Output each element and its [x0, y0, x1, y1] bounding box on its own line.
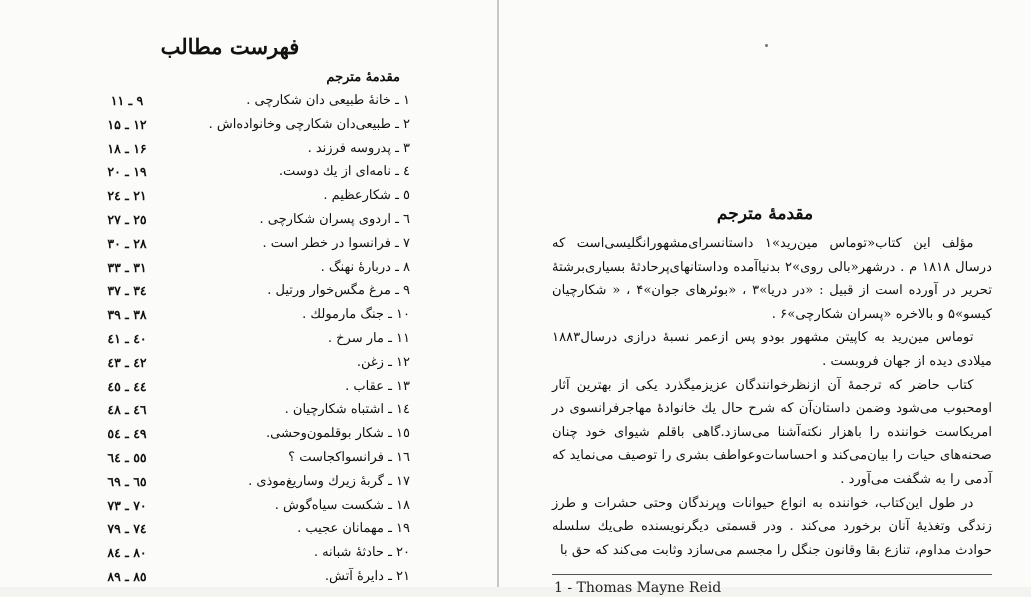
toc-entry — [40, 474, 410, 498]
toc-entry-title: ۱٥ ـ شکار بوقلمون‌وحشی. — [266, 426, 410, 442]
toc-entry — [40, 498, 410, 522]
toc-entry-pages: ۸۰ ـ ۸٤ — [107, 545, 147, 561]
toc-entry-pages: ۱۲ ـ ۱۵ — [107, 116, 147, 132]
toc-entry — [40, 164, 410, 188]
footnote-text: 1 - Thomas Mayne Reid — [554, 580, 722, 596]
print-speck — [765, 44, 768, 47]
toc-entry-title: ۱۰ ـ جنگ مارمولك . — [302, 307, 410, 323]
toc-entry — [40, 426, 410, 450]
toc-entry — [40, 402, 410, 426]
toc-entry-title: ٥ ـ شکارعظیم . — [323, 188, 410, 204]
preface-title: مقدمهٔ مترجم — [716, 204, 814, 224]
toc-entry — [40, 569, 410, 593]
toc-entry-title: ۹ ـ مرغ مگس‌خوار ورتیل . — [267, 283, 410, 299]
toc-entry — [40, 283, 410, 307]
toc-entry-pages: ۲٥ ـ ۲۷ — [107, 211, 147, 227]
toc-entry — [40, 450, 410, 474]
preface-paragraph: توماس مین‌رید به کاپیتن مشهور بودو پس ازعمر نسبهٔ درازی درسال۱۸۸۳ میلادی دیده از جهان فروبست . — [552, 330, 992, 369]
toc-entry-pages: ٤٦ ـ ٤۸ — [107, 402, 147, 418]
toc-entry-title: ۷ ـ فرانسوا در خطر است . — [262, 235, 410, 251]
toc-entry — [40, 307, 410, 331]
toc-entry-title: ۱٤ ـ اشتباه شکارچیان . — [284, 402, 410, 418]
toc-title: فهرست مطالب — [160, 34, 300, 59]
toc-entry — [40, 331, 410, 355]
toc-entry-title: ۲۱ ـ دایرهٔ آتش. — [324, 568, 410, 584]
toc-entry-pages: ۳٤ ـ ۳۷ — [107, 283, 147, 299]
toc-entry — [40, 212, 410, 236]
right-page-preface — [499, 0, 1031, 596]
preface-paragraph: مؤلف این کتاب«توماس مین‌رید»۱ داستانسرای‌مشهورانگلیسی‌است که درسال ۱۸۱۸ م . درشهر«بالی روی»۲ بدنیاآمده وداستانهای‌پرحادثهٔ بسیاری‌برشتهٔ تحریر در آورده است از قبیل : «در دریا»۳ ، «بوئرهای جوان»۴ ، « شکارچیان کیسو»۵ و بالاخره «پسران شکارچی»۶ . — [552, 236, 992, 322]
toc-entry-title: ۱۲ ـ زغن. — [356, 354, 410, 370]
toc-entry-title: ٤ ـ نامه‌ای از یك دوست. — [278, 164, 410, 180]
toc-entry-pages: ۷۰ ـ ۷۳ — [107, 497, 147, 513]
toc-entry-pages: ۲۱ ـ ۲٤ — [107, 188, 147, 204]
toc-entry-title: ۸ ـ دربارهٔ نهنگ . — [320, 259, 410, 275]
footnote-rule — [552, 574, 992, 575]
toc-entry-title: ۳ ـ پدروسه فرزند . — [307, 140, 410, 156]
toc-entry-pages: ۷٤ ـ ۷۹ — [107, 521, 147, 537]
toc-entry-title: ۲۰ ـ حادثهٔ شبانه . — [313, 545, 410, 561]
toc-entry — [40, 93, 410, 117]
toc-entry-pages: ٤۹ ـ ٥٤ — [107, 426, 147, 442]
toc-entry-pages: ٥٥ ـ ٦٤ — [107, 449, 147, 465]
toc-entry — [40, 236, 410, 260]
toc-entry-pages: ۳۸ ـ ۳۹ — [107, 307, 147, 323]
toc-list — [40, 93, 410, 593]
toc-entry — [40, 188, 410, 212]
toc-entry-pages: ۳۱ ـ ۳۳ — [107, 259, 147, 275]
toc-entry — [40, 355, 410, 379]
toc-entry-pages: ٤٤ ـ ٤٥ — [107, 378, 147, 394]
toc-preface-entry: مقدمهٔ مترجم — [326, 70, 400, 85]
preface-paragraph: کتاب حاضر که ترجمهٔ آن ازنظرخوانندگان عزیزمیگذرد یکی از بهترین آثار اومحبوب می‌شود وضمن داستان‌آن که شرح حال یك خانوادهٔ مهاجرفرانسوی در امریکاست خواننده را باهزار نکته‌آشنا می‌سازد.گاهی باقلم شیوای خود چنان صحنه‌های حیات را بیان‌می‌کند و احساسات‌وعواطف بشری را توصیف می‌نماید که آدمی را به شگفت می‌آورد . — [552, 377, 992, 487]
preface-body — [552, 232, 992, 562]
toc-entry-title: ۱۹ ـ مهمانان عجیب . — [297, 521, 410, 537]
toc-entry-title: ۱۱ ـ مار سرخ . — [327, 330, 410, 346]
toc-entry-pages: ۹ ـ ۱۱ — [110, 93, 144, 108]
toc-entry-title: ۱۸ ـ شکست سیاه‌گوش . — [274, 497, 410, 513]
toc-entry — [40, 379, 410, 403]
toc-entry-pages: ۲۸ ـ ۳۰ — [107, 235, 147, 251]
toc-entry-pages: ۸٥ ـ ۸۹ — [107, 568, 147, 584]
toc-entry-title: ۲ ـ طبیعی‌دان شکارچی وخانواده‌اش . — [208, 116, 410, 132]
toc-entry-pages: ۱۹ ـ ۲۰ — [107, 164, 147, 180]
toc-entry — [40, 545, 410, 569]
toc-entry — [40, 141, 410, 165]
toc-entry-pages: ۱۶ ـ ۱۸ — [107, 140, 147, 156]
toc-entry — [40, 260, 410, 284]
toc-entry-title: ۱۷ ـ گربهٔ زیرك وساریغ‌موذی . — [248, 473, 410, 489]
toc-entry — [40, 521, 410, 545]
toc-entry-title: ۱٦ ـ فرانسواکجاست ؟ — [288, 449, 410, 465]
preface-paragraph: در طول این‌کتاب، خواننده به انواع حیوانات وپرندگان وحتی حشرات و طرز زندگی وتغذیهٔ آنان برخورد می‌کند . ودر قسمتی دیگرنویسنده طی‌یك سلسله حوادث مداوم، تنازع بقا وقانون جنگل را مجسم می‌سازد وثابت می‌کند که حق با — [552, 495, 992, 558]
toc-entry-title: ٦ ـ اردوی پسران شکارچی . — [259, 211, 410, 227]
toc-entry-pages: ٤۰ ـ ٤۱ — [107, 330, 147, 346]
left-page-table-of-contents — [0, 0, 497, 587]
toc-entry — [40, 117, 410, 141]
toc-entry-pages: ٦٥ ـ ٦۹ — [107, 473, 147, 489]
toc-entry-title: ۱ ـ خانهٔ طبیعی دان شکارچی . — [246, 93, 410, 108]
toc-entry-title: ۱۳ ـ عقاب . — [345, 378, 410, 394]
toc-entry-pages: ٤۲ ـ ٤۳ — [107, 354, 147, 370]
